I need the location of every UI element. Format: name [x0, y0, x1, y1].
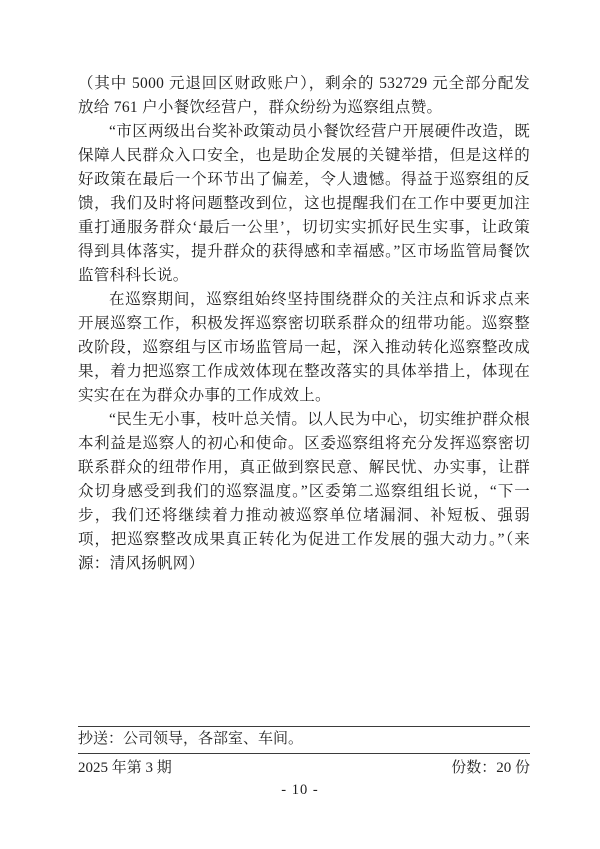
body-paragraph-closing-quote: “民生无小事，枝叶总关情。以人民为中心，切实维护群众根本利益是巡察人的初心和使命。区委巡察组将充分发挥巡察密切联系群众的纽带作用，真正做到察民意、解民忧、办实事，让群众切身感受到我们的巡察温度。”区委第二巡察组组长说，“下一步，我们还将继续着力推动被巡察单位堵漏洞、补短板、强弱项，把巡察整改成果真正转化为促进工作发展的强大动力。”（来源：清风扬帆网）	[78, 411, 530, 572]
copy-to-line: 抄送：公司领导，各部室、车间。	[78, 731, 304, 747]
document-body	[78, 72, 530, 576]
body-paragraph-inspection-period: 在巡察期间，巡察组始终坚持围绕群众的关注点和诉求点来开展巡察工作，积极发挥巡察密切联系群众的纽带功能。巡察整改阶段，巡察组与区市场监管局一起，深入推动转化巡察整改成果，着力把巡察工作成效体现在整改落实的具体举措上，体现在实实在在为群众办事的工作成效上。	[78, 291, 530, 404]
issue-number: 2025 年第 3 期	[78, 760, 172, 776]
page-number: - 10 -	[281, 782, 319, 798]
body-paragraph-continuation: （其中 5000 元退回区财政账户），剩余的 532729 元全部分配发放给 761 户小餐饮经营户，群众纷纷为巡察组点赞。	[78, 75, 530, 116]
copies-count: 份数：20 份	[451, 760, 530, 776]
issue-info-row	[78, 754, 530, 778]
body-paragraph-quote-official: “市区两级出台奖补政策动员小餐饮经营户开展硬件改造，既保障人民群众入口安全，也是助企发展的关键举措，但是这样的好政策在最后一个环节出了偏差，令人遗憾。得益于巡察组的反馈，我们及时将问题整改到位，这也提醒我们在工作中要更加注重打通服务群众‘最后一公里’，切切实实抓好民生实事，让政策得到具体落实，提升群众的获得感和幸福感。”区市场监管局餐饮监管科科长说。	[78, 123, 530, 284]
document-footer	[78, 726, 530, 778]
